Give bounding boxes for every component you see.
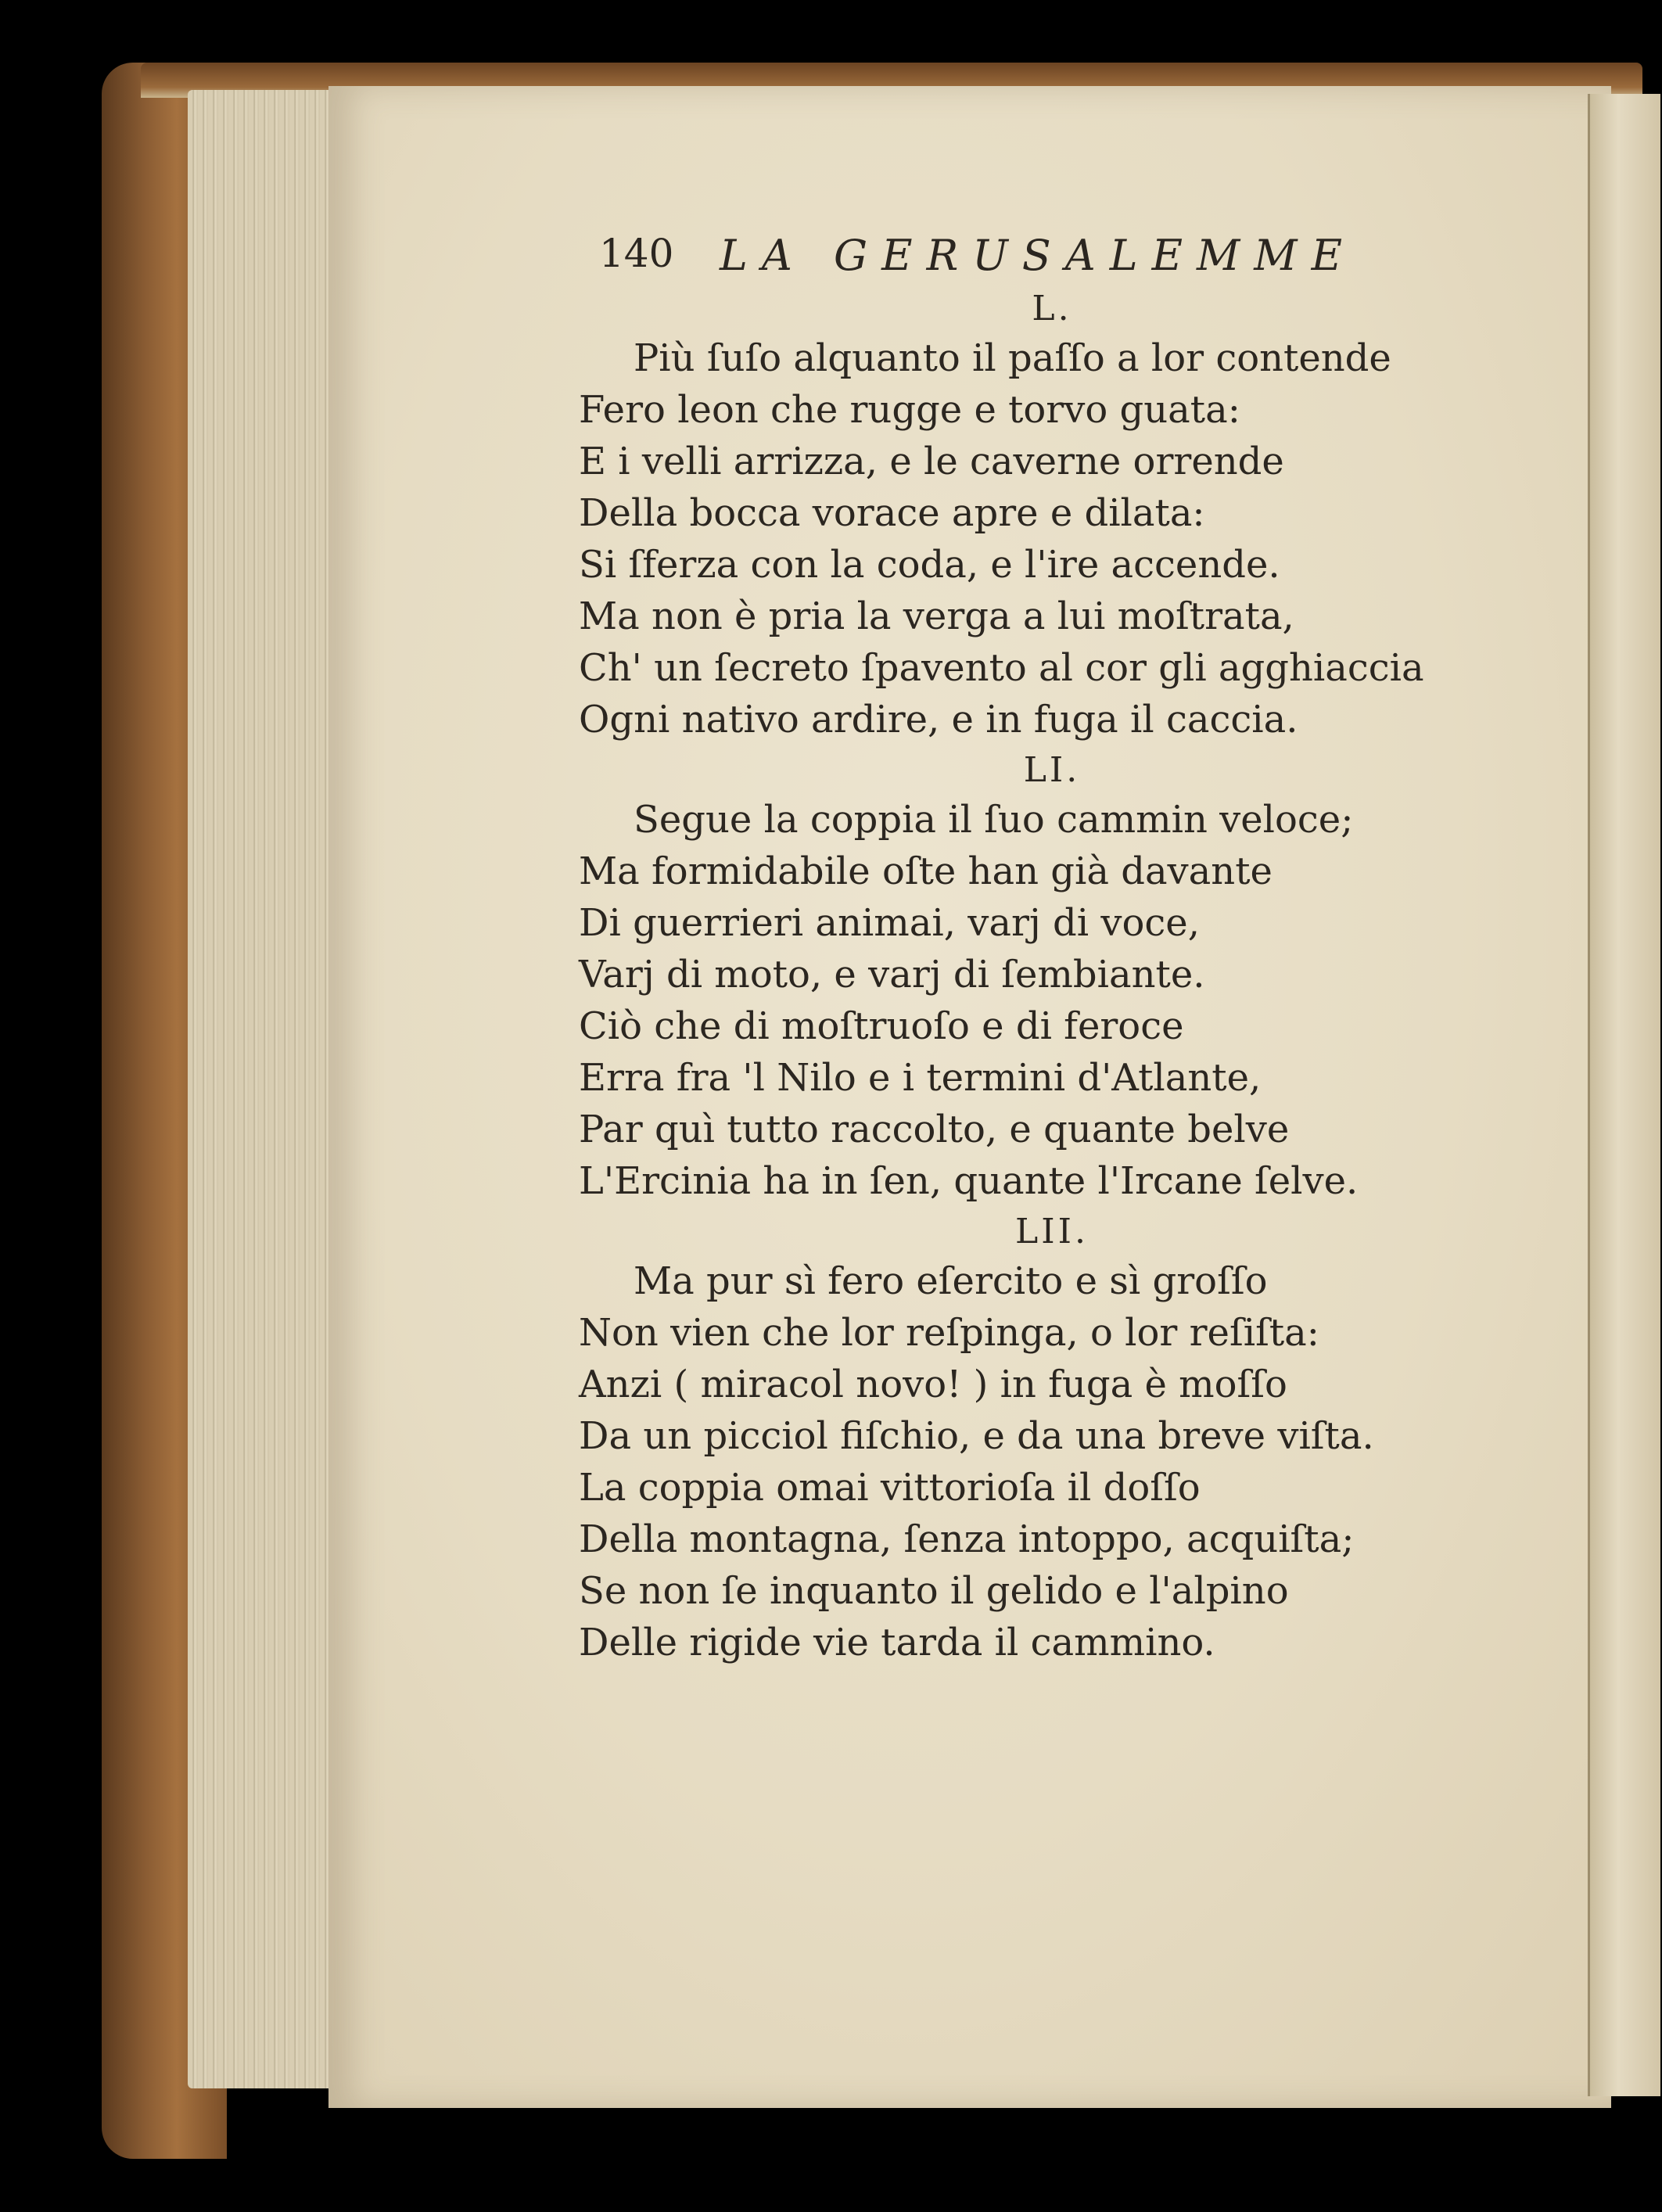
stanza	[579, 747, 1478, 1207]
verse-line: Ma pur sì fero eſercito e sì groſſo	[634, 1259, 1268, 1303]
verse-line: L'Ercinia ha in ſen, quante l'Ircane ſelve.	[579, 1159, 1359, 1203]
verse-line: Ch' un ſecreto ſpavento al cor gli agghiaccia	[579, 646, 1424, 690]
stanza-number: LII.	[1015, 1212, 1089, 1251]
verse-line: Non vien che lor reſpinga, o lor reſiſta:	[579, 1311, 1319, 1355]
verse-line: Ma formidabile oſte han già davante	[579, 849, 1273, 893]
verse-line: Più ſuſo alquanto il paſſo a lor contende	[634, 336, 1391, 380]
verse-line: Delle rigide vie tarda il cammino.	[579, 1621, 1215, 1664]
verse-line: Erra fra 'l Nilo e i termini d'Atlante,	[579, 1056, 1262, 1100]
running-title: LA GERUSALEMME	[720, 231, 1357, 280]
verse-line: Ma non è pria la verga a lui moſtrata,	[579, 594, 1294, 638]
page-text	[579, 231, 1478, 1670]
page-number: 140	[599, 231, 674, 276]
verse-line: Ogni nativo ardire, e in fuga il caccia.	[579, 698, 1298, 742]
verse-line: Della bocca vorace apre e dilata:	[579, 491, 1205, 535]
verse-line: Si ſferza con la coda, e l'ire accende.	[579, 543, 1280, 587]
verse-line: Anzi ( miracol novo! ) in fuga è moſſo	[579, 1363, 1287, 1406]
verse-line: Da un picciol fiſchio, e da una breve viſta.	[579, 1414, 1374, 1458]
verse-line: Della montagna, ſenza intoppo, acquiſta;	[579, 1517, 1355, 1561]
verse-line: Se non ſe inquanto il gelido e l'alpino	[579, 1569, 1289, 1613]
facing-page-edge	[1588, 94, 1660, 2096]
stanza-number: LI.	[1023, 750, 1081, 790]
stanza	[579, 1208, 1478, 1668]
running-head	[579, 231, 1478, 285]
stanza	[579, 285, 1478, 745]
page-edges	[188, 90, 344, 2088]
verse-line: La coppia omai vittorioſa il doſſo	[579, 1466, 1201, 1510]
verse-line: Ciò che di moſtruoſo e di feroce	[579, 1004, 1184, 1048]
verse-line: Di guerrieri animai, varj di voce,	[579, 901, 1200, 945]
stanza-number: L.	[1032, 289, 1072, 329]
verse-line: Fero leon che rugge e torvo guata:	[579, 388, 1240, 432]
verse-line: Segue la coppia il ſuo cammin veloce;	[634, 798, 1354, 842]
verse-line: Varj di moto, e varj di ſembiante.	[579, 953, 1205, 996]
verse-line: E i velli arrizza, e le caverne orrende	[579, 440, 1284, 483]
verse-line: Par quì tutto raccolto, e quante belve	[579, 1108, 1290, 1151]
